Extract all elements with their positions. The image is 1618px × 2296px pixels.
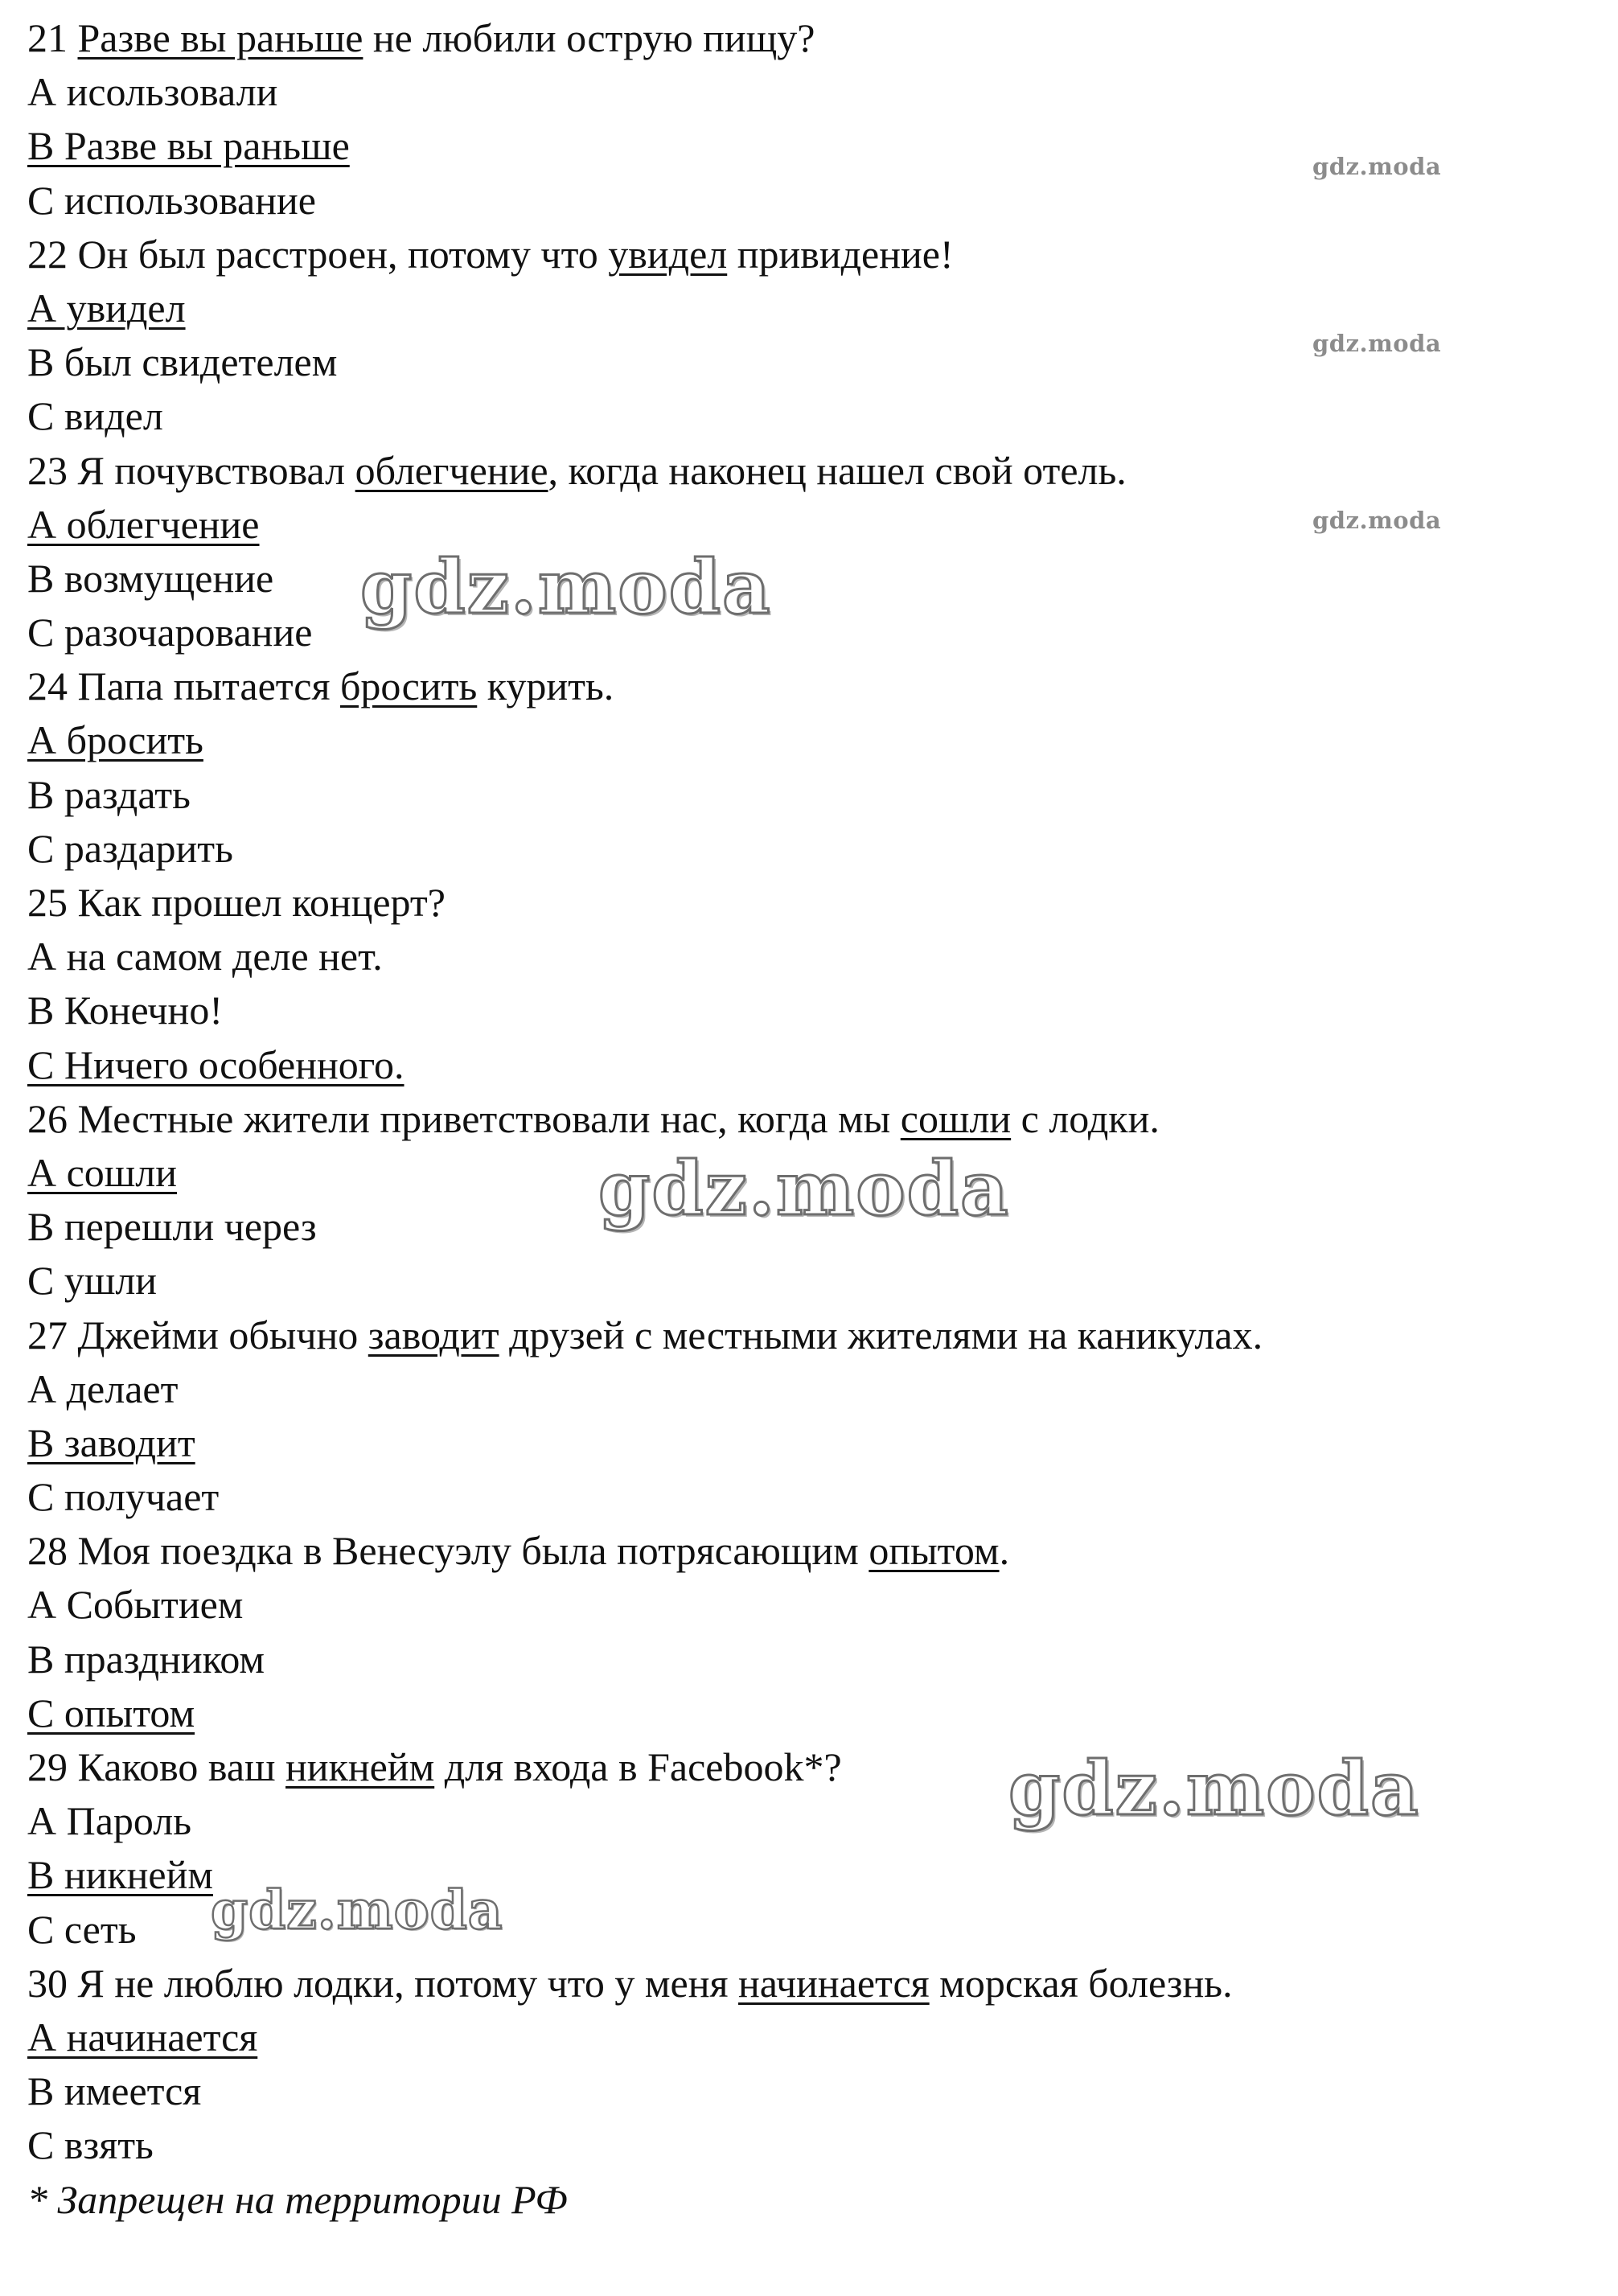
text-line xyxy=(27,1038,1604,1092)
text-line xyxy=(27,1740,1604,1794)
text-line xyxy=(27,930,1604,984)
text-line xyxy=(27,659,1604,713)
line-text: С разочарование xyxy=(27,610,313,655)
line-text: 25 Как прошел концерт? xyxy=(27,880,446,925)
line-text: В имеется xyxy=(27,2068,202,2114)
text-line xyxy=(27,1254,1604,1308)
underlined-text: В заводит xyxy=(27,1419,195,1465)
text-line xyxy=(27,11,1604,65)
underlined-text: опытом xyxy=(869,1528,1000,1574)
document-body xyxy=(27,11,1604,2227)
line-text: С раздарить xyxy=(27,825,233,871)
underlined-text: начинается xyxy=(738,1960,930,2006)
text-line xyxy=(27,65,1604,119)
underlined-text: А начинается xyxy=(27,2014,258,2060)
footnote: * Запрещен на территории РФ xyxy=(27,2176,568,2222)
line-text: морская болезнь. xyxy=(929,1960,1233,2006)
underlined-text: облегчение xyxy=(355,447,548,493)
line-text: С использование xyxy=(27,177,316,223)
text-line xyxy=(27,1903,1604,1957)
text-line xyxy=(27,389,1604,443)
text-line xyxy=(27,713,1604,767)
text-line xyxy=(27,1524,1604,1578)
text-line xyxy=(27,1470,1604,1524)
text-line xyxy=(27,1957,1604,2011)
text-line xyxy=(27,2011,1604,2064)
line-text: С получает xyxy=(27,1474,220,1520)
underlined-text: В никнейм xyxy=(27,1852,214,1898)
underlined-text: никнейм xyxy=(285,1744,435,1789)
watermark-medium-1: gdz.moda xyxy=(211,1879,503,1941)
line-text: В возмущение xyxy=(27,555,274,601)
text-line xyxy=(27,876,1604,930)
line-text: С сеть xyxy=(27,1906,137,1952)
line-text: курить. xyxy=(477,663,614,709)
line-text: . xyxy=(999,1528,1010,1574)
underlined-text: А увидел xyxy=(27,285,186,331)
line-text: А делает xyxy=(27,1366,179,1411)
watermark-small-2: gdz.moda xyxy=(1312,330,1442,357)
underlined-text: А бросить xyxy=(27,717,203,763)
underlined-text: бросить xyxy=(339,663,478,709)
text-line xyxy=(27,1848,1604,1902)
watermark-small-3: gdz.moda xyxy=(1312,507,1442,534)
text-line xyxy=(27,2064,1604,2118)
underlined-text: Разве вы раньше xyxy=(77,15,363,60)
line-text: В был свидетелем xyxy=(27,339,338,385)
line-text: 30 Я не люблю лодки, потому что у меня xyxy=(27,1960,739,2006)
text-line xyxy=(27,1092,1604,1146)
line-text: С ушли xyxy=(27,1258,158,1304)
line-text: для входа в Facebook*? xyxy=(434,1744,842,1789)
line-text: , когда наконец нашел свой отель. xyxy=(548,447,1127,493)
text-line xyxy=(27,822,1604,876)
watermark-large-2: gdz.moda xyxy=(598,1145,1010,1232)
text-line xyxy=(27,335,1604,389)
underlined-text: В Разве вы раньше xyxy=(27,123,350,169)
line-text: 21 xyxy=(27,15,78,60)
text-line xyxy=(27,498,1604,552)
text-line xyxy=(27,1362,1604,1416)
underlined-text: С опытом xyxy=(27,1690,195,1735)
line-text: А Пароль xyxy=(27,1798,192,1844)
line-text: С взять xyxy=(27,2122,154,2168)
line-text: не любили острую пищу? xyxy=(363,15,815,60)
text-line xyxy=(27,1794,1604,1848)
line-text: В Конечно! xyxy=(27,988,223,1033)
watermark-large-3: gdz.moda xyxy=(1008,1745,1420,1832)
line-text: друзей с местными жителями на каникулах. xyxy=(499,1312,1263,1357)
line-text: В раздать xyxy=(27,771,191,817)
line-text: В перешли через xyxy=(27,1204,317,1250)
text-line xyxy=(27,1200,1604,1254)
line-text: 22 Он был расстроен, потому что xyxy=(27,231,609,277)
line-text: 27 Джейми обычно xyxy=(27,1312,368,1357)
line-text: В праздником xyxy=(27,1636,265,1682)
watermark-small-1: gdz.moda xyxy=(1312,153,1442,180)
line-text: 24 Папа пытается xyxy=(27,663,340,709)
text-line xyxy=(27,1416,1604,1470)
text-line xyxy=(27,444,1604,498)
text-line xyxy=(27,552,1604,606)
watermark-large-1: gdz.moda xyxy=(360,544,772,630)
text-line xyxy=(27,1686,1604,1740)
text-line xyxy=(27,1578,1604,1632)
line-text: А исользовали xyxy=(27,69,278,115)
line-text: А на самом деле нет. xyxy=(27,934,383,980)
text-line xyxy=(27,984,1604,1037)
underlined-text: заводит xyxy=(368,1312,499,1357)
underlined-text: А сошли xyxy=(27,1149,178,1195)
line-text: 29 Каково ваш xyxy=(27,1744,286,1789)
underlined-text: А облегчение xyxy=(27,501,260,547)
text-line xyxy=(27,228,1604,281)
text-line xyxy=(27,768,1604,822)
underlined-text: сошли xyxy=(900,1095,1012,1141)
text-line xyxy=(27,174,1604,228)
text-line xyxy=(27,606,1604,659)
line-text: 26 Местные жители приветствовали нас, когда мы xyxy=(27,1095,901,1141)
text-line xyxy=(27,1308,1604,1362)
text-line xyxy=(27,2118,1604,2172)
line-text: С видел xyxy=(27,393,163,439)
line-text: 23 Я почувствовал xyxy=(27,447,355,493)
line-text: с лодки. xyxy=(1011,1095,1160,1141)
text-line xyxy=(27,1633,1604,1686)
text-line xyxy=(27,119,1604,173)
text-line xyxy=(27,1146,1604,1200)
text-line xyxy=(27,281,1604,335)
underlined-text: увидел xyxy=(608,231,728,277)
line-text: А Событием xyxy=(27,1582,244,1628)
line-text: 28 Моя поездка в Венесуэлу была потрясающим xyxy=(27,1528,869,1574)
underlined-text: С Ничего особенного. xyxy=(27,1041,404,1087)
line-text: привидение! xyxy=(727,231,954,277)
